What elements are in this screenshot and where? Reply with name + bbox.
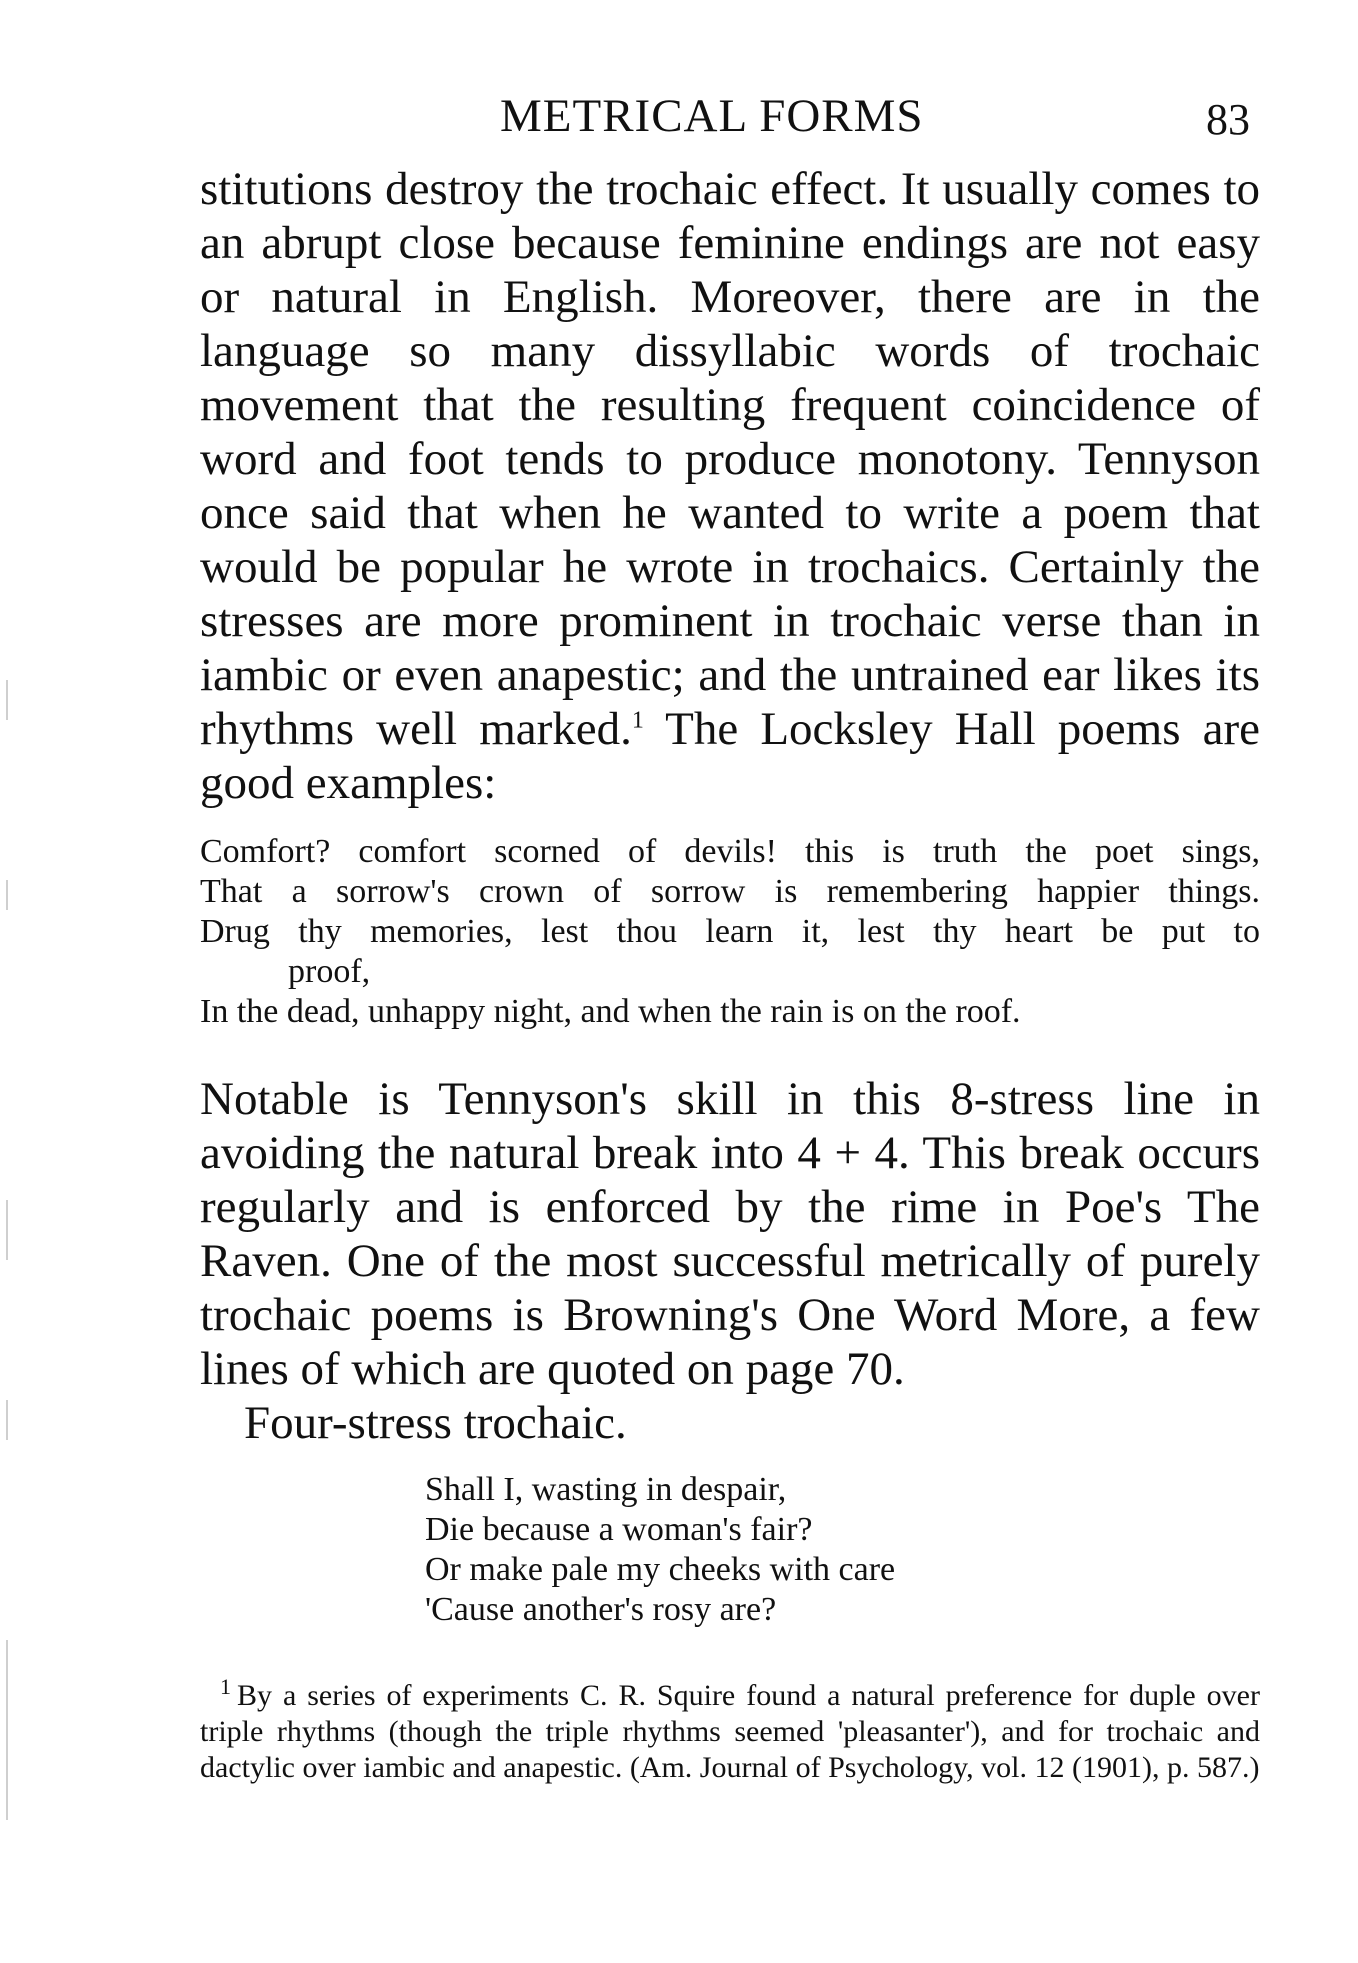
verse-line: 'Cause another's rosy are? <box>425 1591 777 1628</box>
footnote-reference: 1 <box>631 707 644 734</box>
running-title: METRICAL FORMS <box>500 90 924 142</box>
verse-line: Comfort? comfort scorned of devils! this is truth the poet sings, <box>200 833 1260 870</box>
four-stress-quotation <box>425 1470 1125 1630</box>
verse-line: Drug thy memories, lest thou learn it, lest thy heart be put to <box>200 913 1260 950</box>
footnote-marker: 1 <box>220 1674 231 1699</box>
verse-line: Shall I, wasting in despair, <box>425 1471 787 1508</box>
footnote-text: By a series of experiments C. R. Squire found a natural preference for duple over triple rhythms (though the triple rhythms seemed 'pleasanter'), and for trochaic and dactylic over iambic and anapestic. (Am. Journal of Psychology, vol. 12 (1901), p. 587.) <box>200 1679 1260 1784</box>
paragraph-eight-stress: Notable is Tennyson's skill in this 8-stress line in avoiding the natural break into 4 + 4. This break occurs regularly and is enforced by the rime in Poe's The Raven. One of the most successful metrically of purely trochaic poems is Browning's One Word More, a few lines of which are quoted on page 70. <box>200 1073 1260 1395</box>
verse-line: Die because a woman's fair? <box>425 1511 813 1548</box>
subheading-four-stress-trochaic: Four-stress trochaic. <box>244 1397 627 1449</box>
paragraph-text: stitutions destroy the trochaic effect. It usually comes to an abrupt close because feminine endings are not easy or natural in English. Moreover, there are in the language so many dissyllabic words of trochaic movement that the resulting frequent coincidence of word and foot tends to produce monotony. Tennyson once said that when he wanted to write a poem that would be popular he wrote in trochaics. Certainly the stresses are more prominent in trochaic verse than in iambic or even anapestic; and the untrained ear likes its rhythms well marked. <box>200 163 1260 755</box>
locksley-hall-quotation <box>200 832 1260 1032</box>
verse-line-continuation: proof, <box>288 953 371 990</box>
verse-line: That a sorrow's crown of sorrow is remembering happier things. <box>200 873 1260 910</box>
paragraph-trochaic-effect <box>200 162 1260 810</box>
page-number: 83 <box>1206 95 1250 144</box>
paragraph-text: The Locksley Hall poems are good examples: <box>200 703 1260 809</box>
verse-line: Or make pale my cheeks with care <box>425 1551 896 1588</box>
binding-edge-marks <box>6 680 16 1920</box>
running-head <box>200 86 1260 146</box>
verse-line: In the dead, unhappy night, and when the rain is on the roof. <box>200 993 1021 1030</box>
footnote <box>200 1674 1260 1786</box>
